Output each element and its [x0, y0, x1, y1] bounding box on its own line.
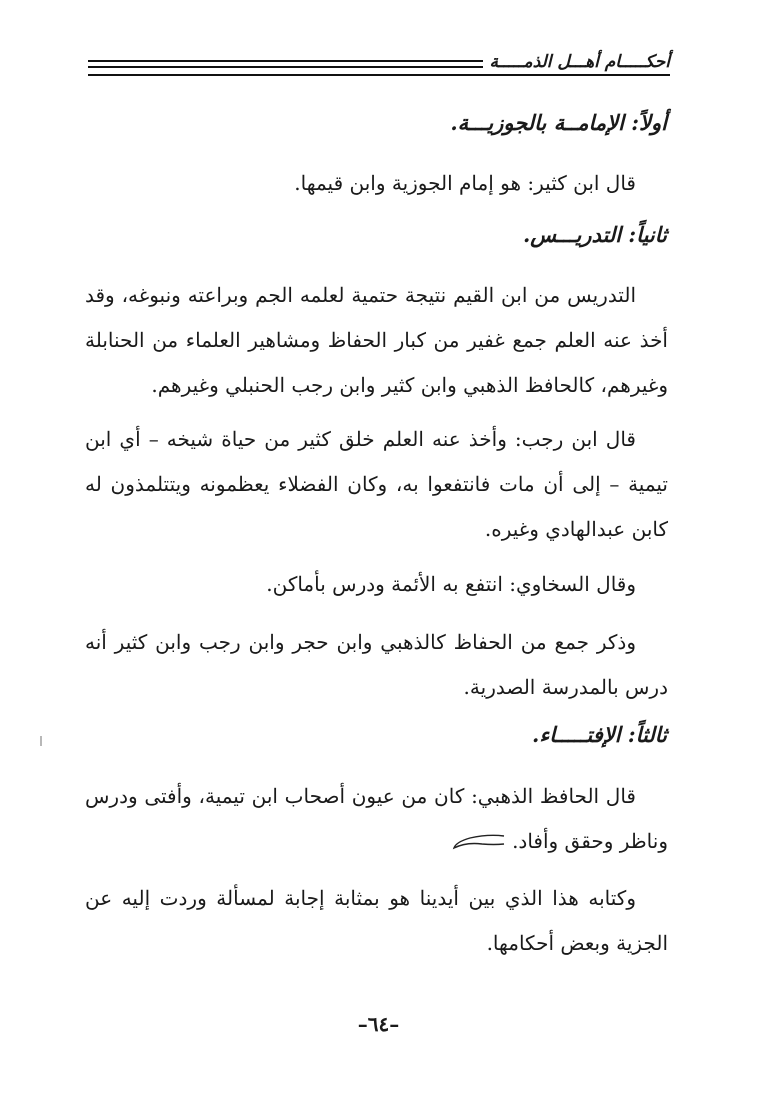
paragraph: وقال السخاوي: انتفع به الأئمة ودرس بأماكن. [266, 572, 636, 596]
running-title: أحكـــــام أهـــل الذمـــــة [489, 52, 670, 72]
margin-mark [40, 736, 42, 746]
paragraph: قال ابن رجب: وأخذ عنه العلم خلق كثير من حياة شيخه – أي ابن تيمية – إلى أن مات فانتفعوا به، وكان الفضلاء يعظمونه ويتتلمذون له كابن عبدالهادي وغيره. [85, 427, 668, 541]
header-rule [88, 60, 483, 62]
handwritten-mark [448, 828, 508, 852]
running-header [88, 50, 670, 78]
page-number: –٦٤– [357, 1012, 400, 1036]
section-heading-teaching: ثانياً: التدريـــس. [522, 222, 667, 247]
paragraph: التدريس من ابن القيم نتيجة حتمية لعلمه الجم وبراعته ونبوغه، وقد أخذ عنه العلم جمع غفير من كبار الحفاظ ومشاهير العلماء من الحنابلة وغيرهم، كالحافظ الذهبي وابن كثير وابن رجب الحنبلي وغيرهم. [85, 283, 668, 397]
paragraph: وكتابه هذا الذي بين أيدينا هو بمثابة إجابة لمسألة وردت إليه عن الجزية وبعض أحكامها. [85, 886, 668, 955]
paragraph: وذكر جمع من الحفاظ كالذهبي وابن حجر وابن رجب وابن كثير أنه درس بالمدرسة الصدرية. [85, 630, 668, 699]
section-heading-fatwa: ثالثاً: الإفتـــــاء. [532, 722, 667, 747]
header-rule [88, 66, 483, 68]
paragraph: قال الحافظ الذهبي: كان من عيون أصحاب ابن تيمية، وأفتى ودرس وناظر وحقق وأفاد. [85, 784, 668, 853]
header-rule [88, 74, 670, 76]
section-heading-imamate: أولاً: الإمامــة بالجوزيـــة. [450, 110, 667, 135]
paragraph: قال ابن كثير: هو إمام الجوزية وابن قيمها. [294, 171, 636, 195]
